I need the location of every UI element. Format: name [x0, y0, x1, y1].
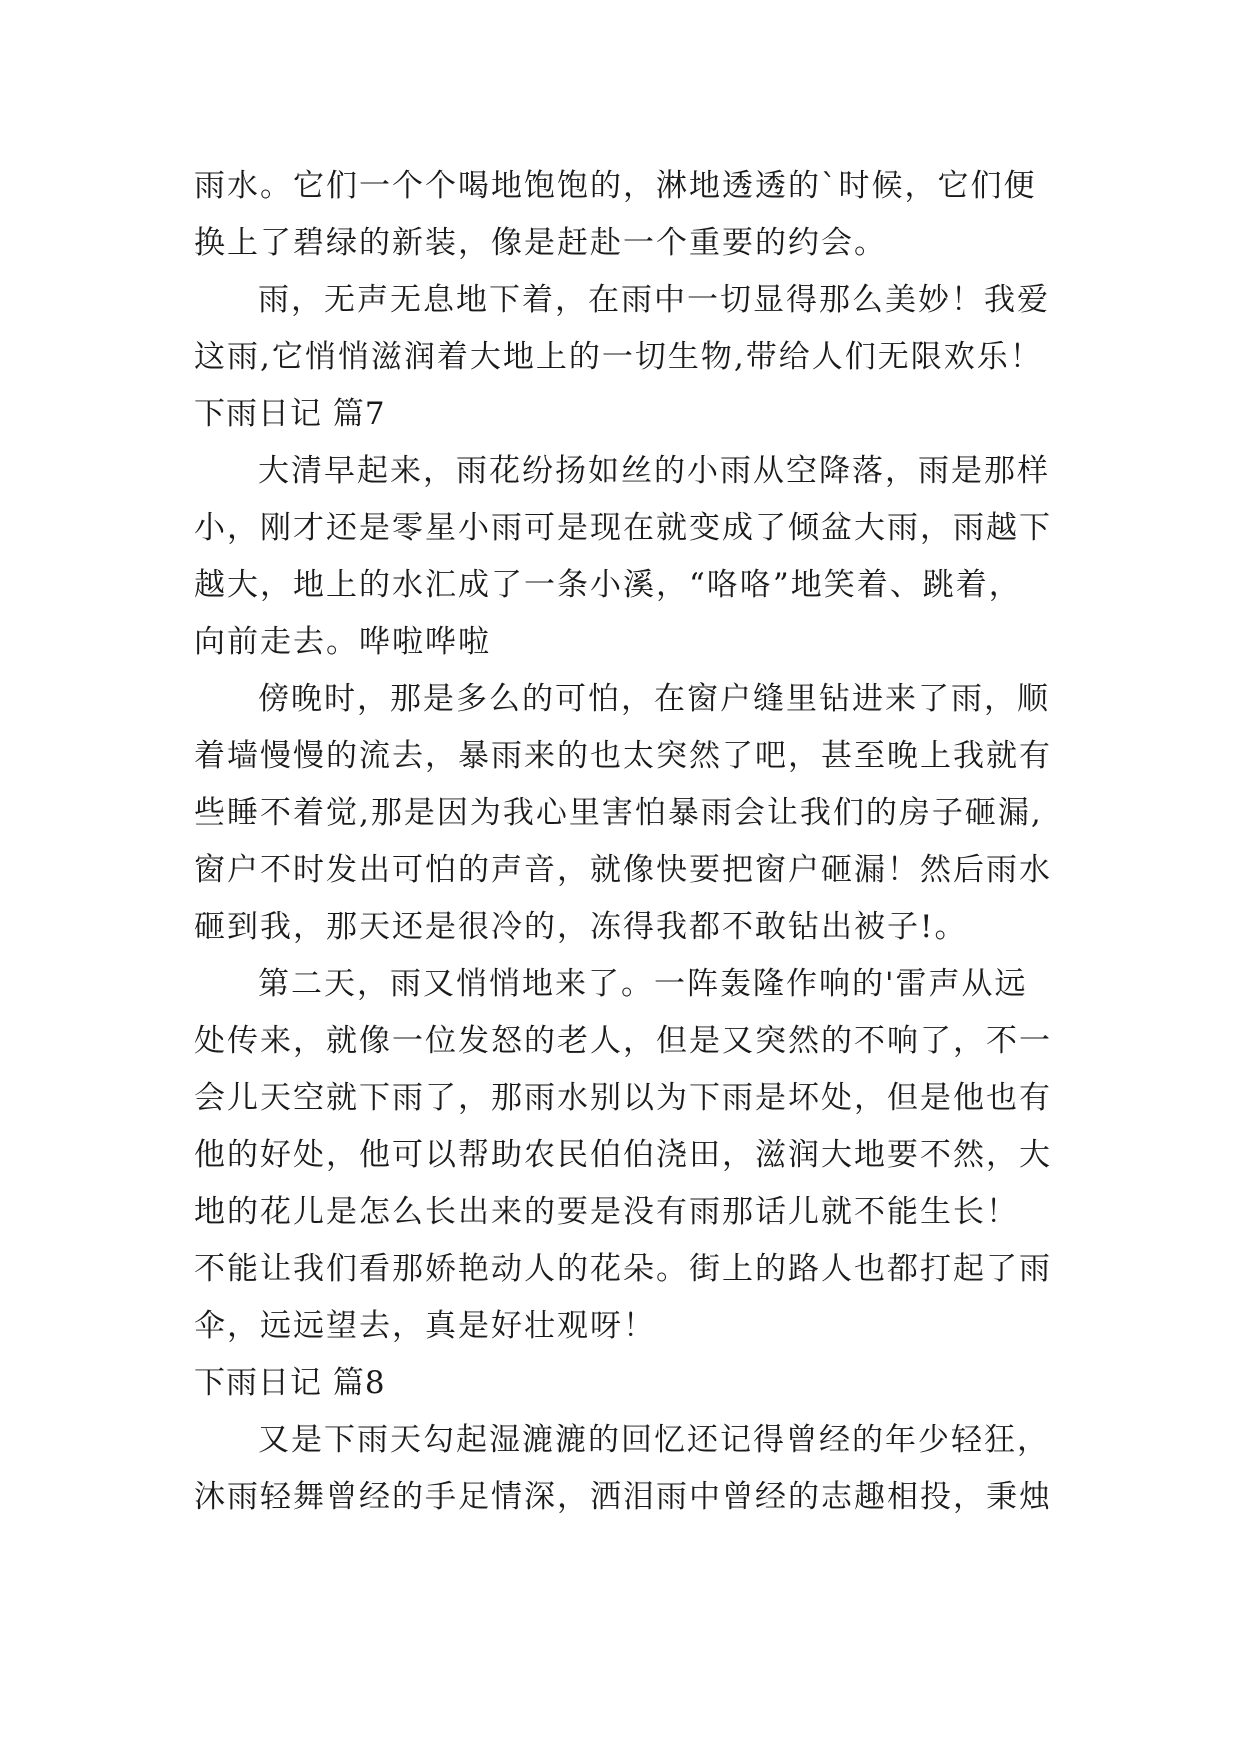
- text-line: 着墙慢慢的流去，暴雨来的也太突然了吧，甚至晚上我就有: [194, 738, 1052, 774]
- text-line: 伞，远远望去，真是好壮观呀！: [194, 1308, 656, 1344]
- text-line: 小，刚才还是零星小雨可是现在就变成了倾盆大雨，雨越下: [194, 510, 1052, 546]
- text-line: 处传来，就像一位发怒的老人，但是又突然的不响了，不一: [194, 1023, 1052, 1059]
- section-heading: 下雨日记 篇7: [194, 396, 386, 432]
- text-line: 大清早起来，雨花纷扬如丝的小雨从空降落，雨是那样: [258, 453, 1050, 489]
- text-line: 雨，无声无息地下着，在雨中一切显得那么美妙！我爱: [258, 282, 1050, 318]
- text-line: 雨水。它们一个个喝地饱饱的，淋地透透的`时候，它们便: [194, 168, 1037, 204]
- text-line: 窗户不时发出可怕的声音，就像快要把窗户砸漏！然后雨水: [194, 852, 1052, 888]
- text-line: 些睡不着觉,那是因为我心里害怕暴雨会让我们的房子砸漏,: [194, 795, 1043, 831]
- text-line: 向前走去。哗啦哗啦: [194, 624, 491, 660]
- text-line: 沐雨轻舞曾经的手足情深，洒泪雨中曾经的志趣相投，秉烛: [194, 1479, 1052, 1515]
- text-line: 他的好处，他可以帮助农民伯伯浇田，滋润大地要不然，大: [194, 1137, 1052, 1173]
- section-heading: 下雨日记 篇8: [194, 1365, 386, 1401]
- text-line: 又是下雨天勾起湿漉漉的回忆还记得曾经的年少轻狂，: [258, 1422, 1050, 1458]
- text-line: 第二天，雨又悄悄地来了。一阵轰隆作响的'雷声从远: [258, 966, 1028, 1002]
- text-line: 越大，地上的水汇成了一条小溪，“咯咯”地笑着、跳着，: [194, 567, 1022, 603]
- text-line: 地的花儿是怎么长出来的要是没有雨那话儿就不能生长！: [194, 1194, 1019, 1230]
- text-line: 傍晚时，那是多么的可怕，在窗户缝里钻进来了雨，顺: [258, 681, 1050, 717]
- text-line: 不能让我们看那娇艳动人的花朵。街上的路人也都打起了雨: [194, 1251, 1052, 1287]
- text-line: 会儿天空就下雨了，那雨水别以为下雨是坏处，但是他也有: [194, 1080, 1052, 1116]
- document-body: [194, 158, 1063, 1526]
- text-line: 这雨,它悄悄滋润着大地上的一切生物,带给人们无限欢乐！: [194, 339, 1043, 375]
- text-line: 换上了碧绿的新装，像是赶赴一个重要的约会。: [194, 225, 887, 261]
- text-line: 砸到我，那天还是很冷的，冻得我都不敢钻出被子!。: [194, 909, 968, 945]
